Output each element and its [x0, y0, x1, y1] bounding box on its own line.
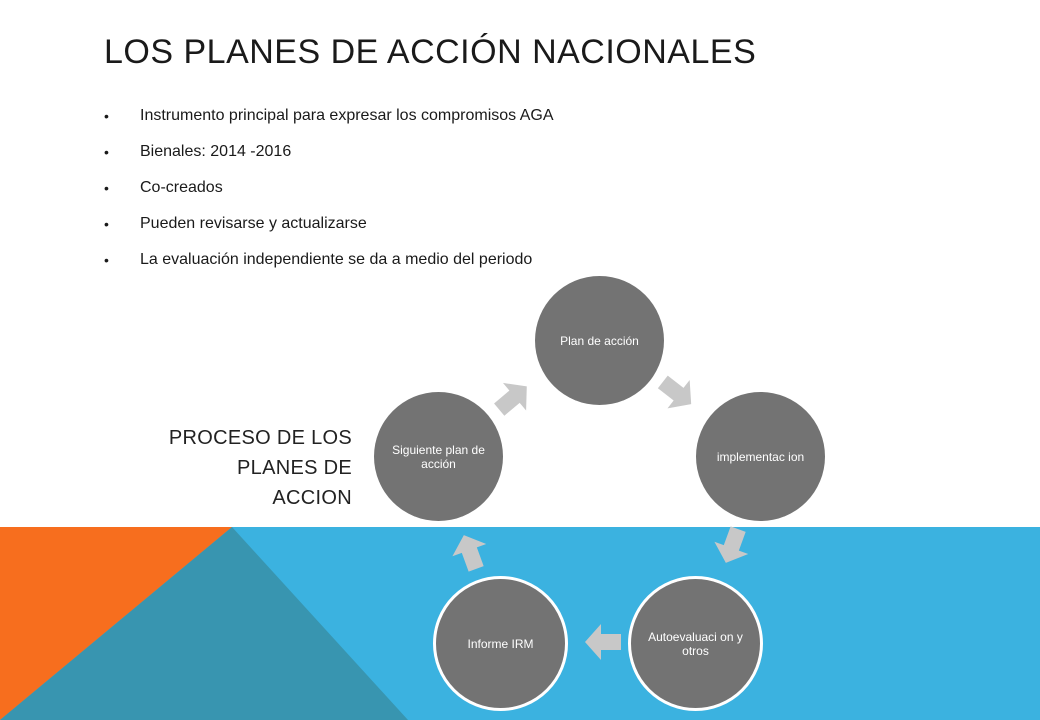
bullet-text: Co-creados	[140, 179, 223, 196]
node-label: Autoevaluaci on y otros	[648, 629, 743, 658]
bullet-dot: •	[104, 252, 109, 268]
bullet-text: La evaluación independiente se da a medio del periodo	[140, 251, 533, 268]
node-label: Informe IRM	[467, 636, 534, 651]
node-label: implementac ion	[716, 449, 805, 464]
process-label-line: PLANES DE	[237, 457, 352, 479]
node-implementacion	[696, 392, 825, 521]
bullet-text: Pueden revisarse y actualizarse	[140, 215, 367, 232]
node-label: Plan de acción	[560, 333, 639, 348]
slide-title: LOS PLANES DE ACCIÓN NACIONALES	[104, 33, 757, 71]
chevron-arrow-icon	[488, 373, 539, 424]
chevron-arrow-icon	[447, 529, 493, 575]
chevron-arrow-icon	[652, 368, 703, 419]
node-label: Siguiente plan de acción	[392, 442, 485, 471]
bullet-dot: •	[104, 144, 109, 160]
bullet-dot: •	[104, 216, 109, 232]
node-informe-irm	[433, 576, 568, 711]
chevron-arrow-icon	[585, 624, 621, 660]
bullet-dot: •	[104, 108, 109, 124]
bullet-text: Bienales: 2014 -2016	[140, 143, 292, 160]
bullet-text: Instrumento principal para expresar los compromisos AGA	[140, 107, 554, 124]
chevron-arrow-icon	[709, 523, 755, 569]
node-siguiente-plan	[374, 392, 503, 521]
node-plan-de-accion	[535, 276, 664, 405]
node-autoevaluacion	[628, 576, 763, 711]
bullet-dot: •	[104, 180, 109, 196]
process-label-line: ACCION	[272, 487, 352, 509]
process-label-line: PROCESO DE LOS	[168, 427, 352, 449]
